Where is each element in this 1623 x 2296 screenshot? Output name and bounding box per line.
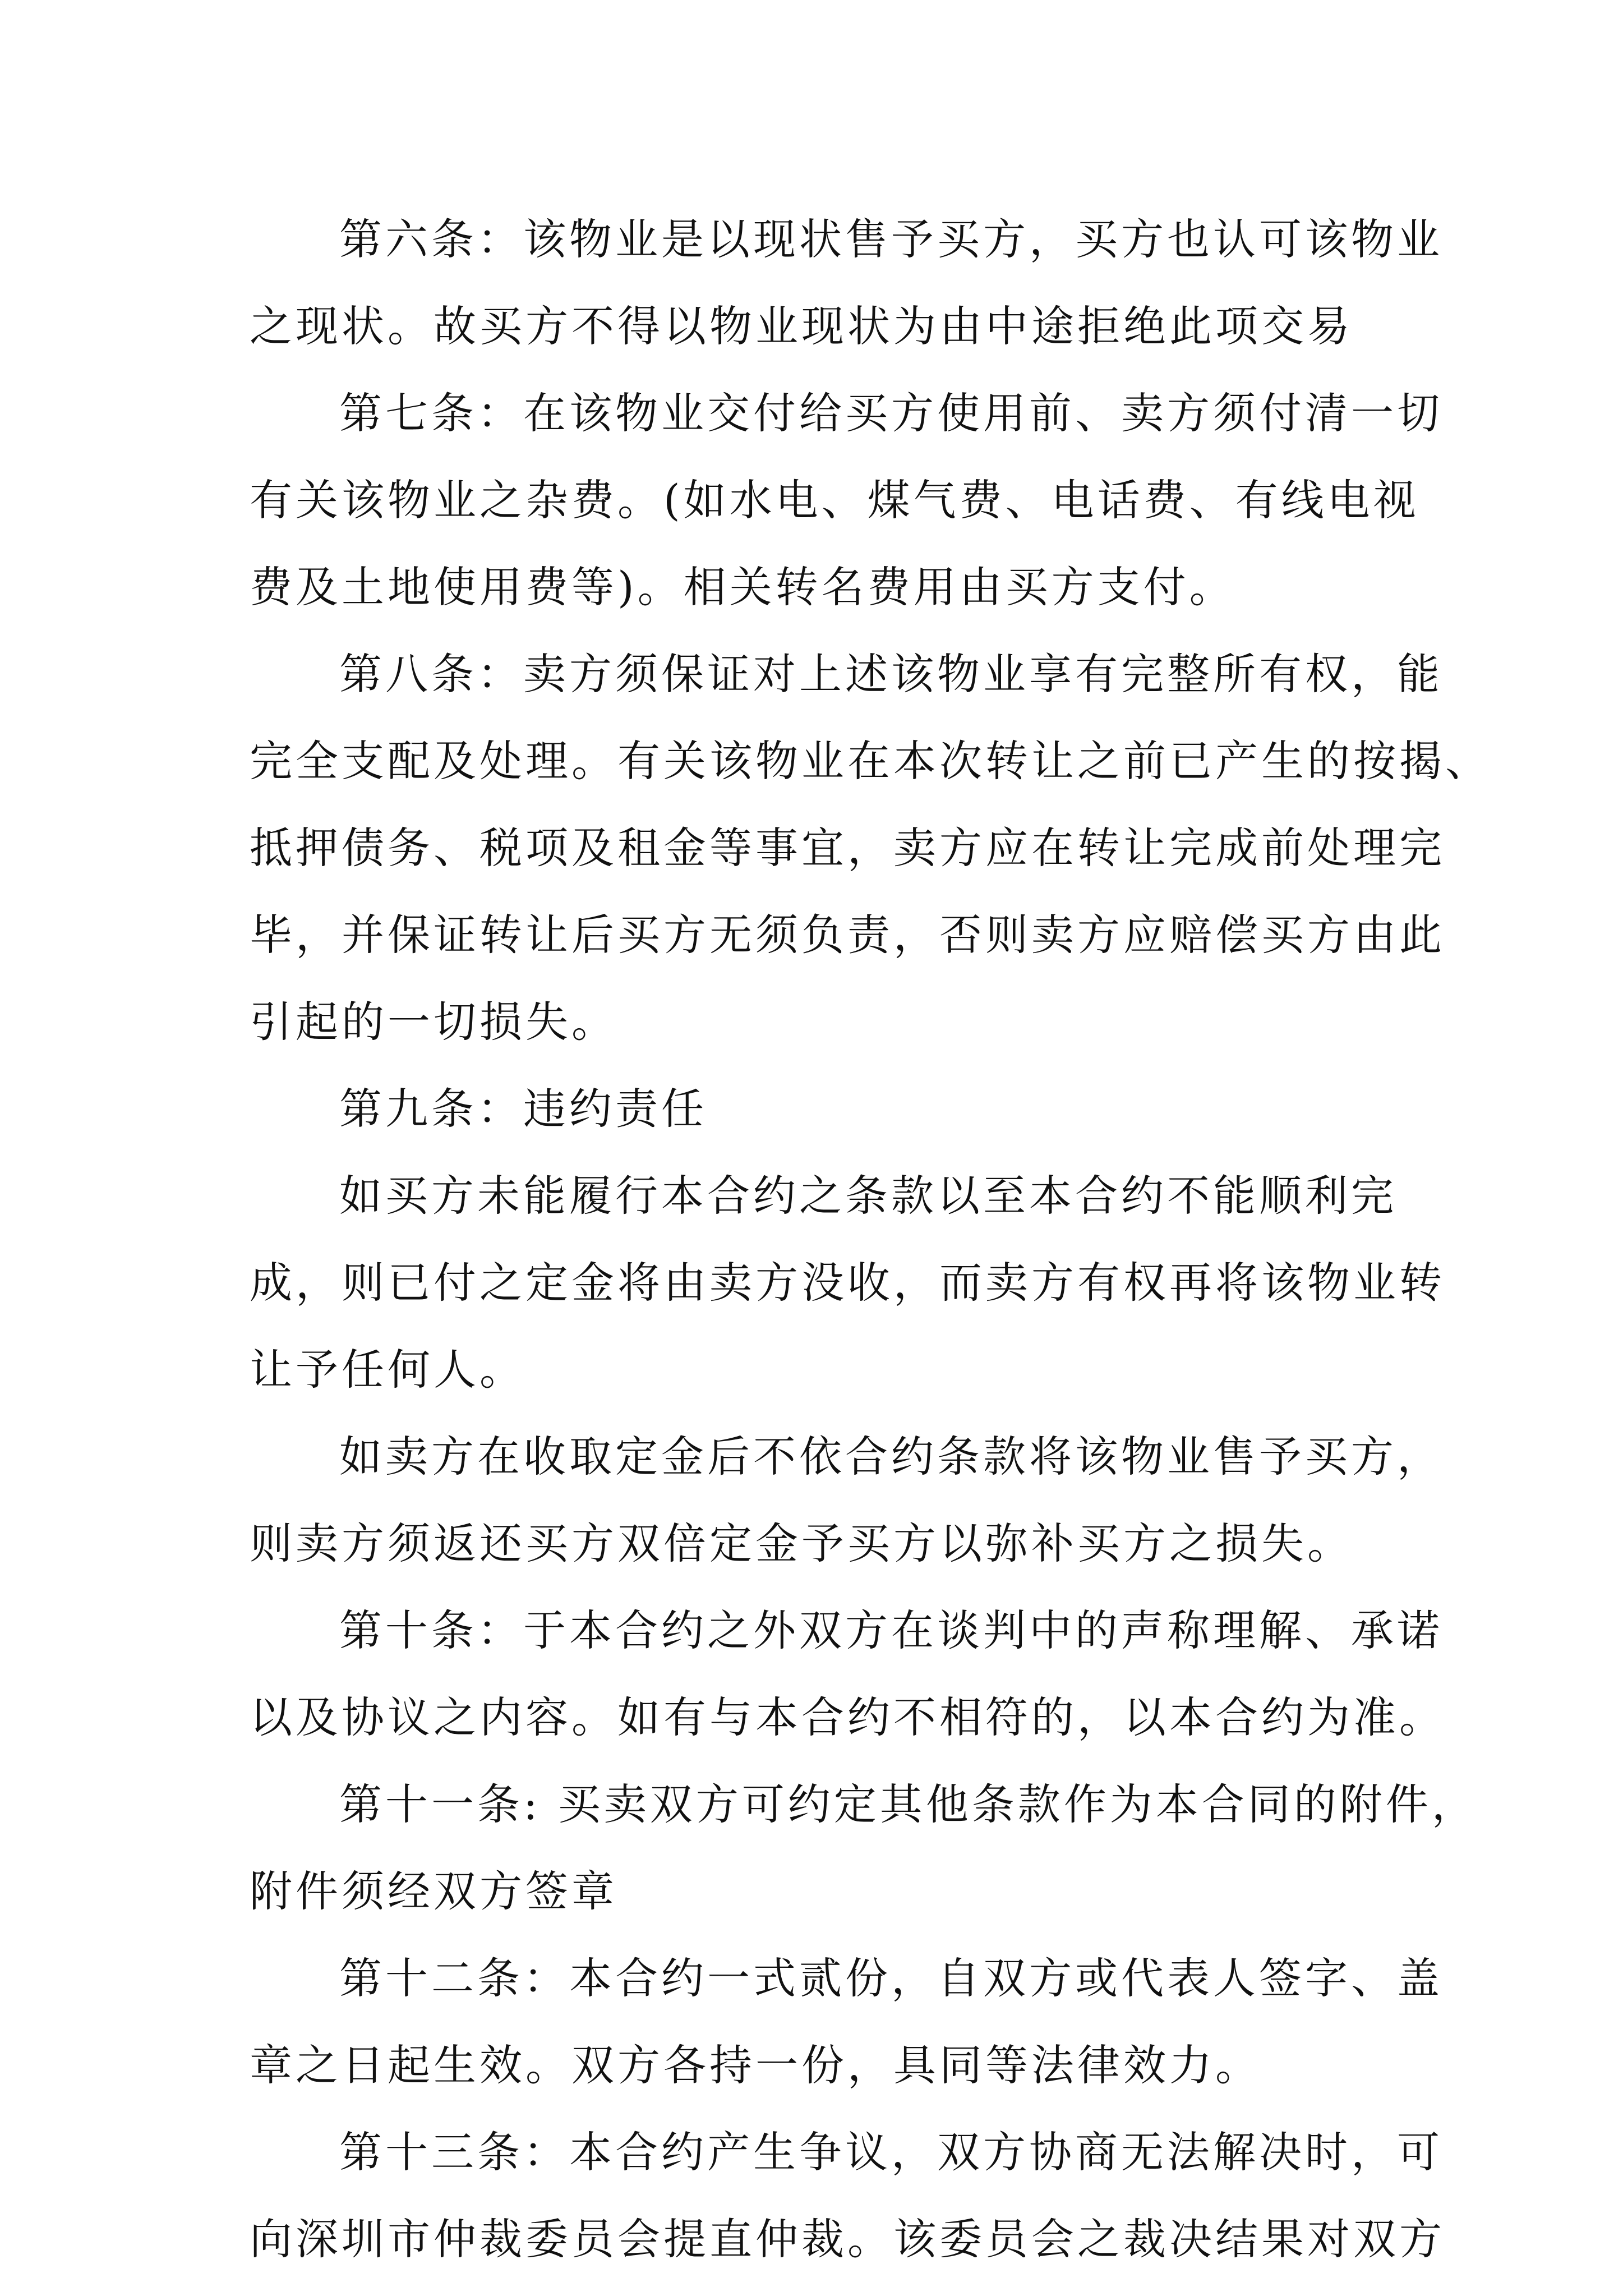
text-line: 第十一条: 买卖双方可约定其他条款作为本合同的附件，	[339, 1779, 1478, 1829]
text-line: 第十三条：本合约产生争议，双方协商无法解决时，可	[339, 2127, 1443, 2177]
text-line: 如卖方在收取定金后不依合约条款将该物业售予买方，	[339, 1432, 1443, 1481]
text-line: 成，则已付之定金将由卖方没收，而卖方有权再将该物业转	[250, 1258, 1445, 1308]
text-line: 如买方未能履行本合约之条款以至本合约不能顺利完	[339, 1171, 1397, 1221]
text-line: 抵押债务、税项及租金等事宜，卖方应在转让完成前处理完	[250, 823, 1445, 873]
text-line: 第十二条：本合约一式贰份，自双方或代表人签字、盖	[339, 1953, 1443, 2003]
text-line: 毕，并保证转让后买方无须负责，否则卖方应赔偿买方由此	[250, 910, 1445, 960]
text-line: 有关该物业之杂费。(如水电、煤气费、电话费、有线电视	[250, 475, 1419, 525]
text-line: 引起的一切损失。	[250, 997, 617, 1047]
text-line: 第八条：卖方须保证对上述该物业享有完整所有权，能	[339, 649, 1443, 699]
text-line: 则卖方须返还买方双倍定金予买方以弥补买方之损失。	[250, 1519, 1353, 1568]
text-line: 让予任何人。	[250, 1345, 525, 1395]
text-line: 附件须经双方签章	[250, 1866, 617, 1916]
text-line: 第九条：违约责任	[339, 1084, 707, 1134]
text-line: 第十条：于本合约之外双方在谈判中的声称理解、承诺	[339, 1605, 1443, 1655]
text-line: 向深圳市仲裁委员会提直仲裁。该委员会之裁决结果对双方	[250, 2214, 1445, 2264]
text-line: 第六条：该物业是以现状售予买方，买方也认可该物业	[339, 214, 1443, 264]
text-line: 之现状。故买方不得以物业现状为由中途拒绝此项交易	[250, 301, 1353, 351]
text-line: 费及土地使用费等)。相关转名费用由买方支付。	[250, 562, 1235, 612]
text-line: 第七条：在该物业交付给买方使用前、卖方须付清一切	[339, 388, 1443, 438]
text-line: 完全支配及处理。有关该物业在本次转让之前已产生的按揭、	[250, 736, 1491, 786]
text-line: 章之日起生效。双方各持一份，具同等法律效力。	[250, 2040, 1261, 2090]
text-line: 以及协议之内容。如有与本合约不相符的，以本合约为准。	[250, 1692, 1445, 1742]
